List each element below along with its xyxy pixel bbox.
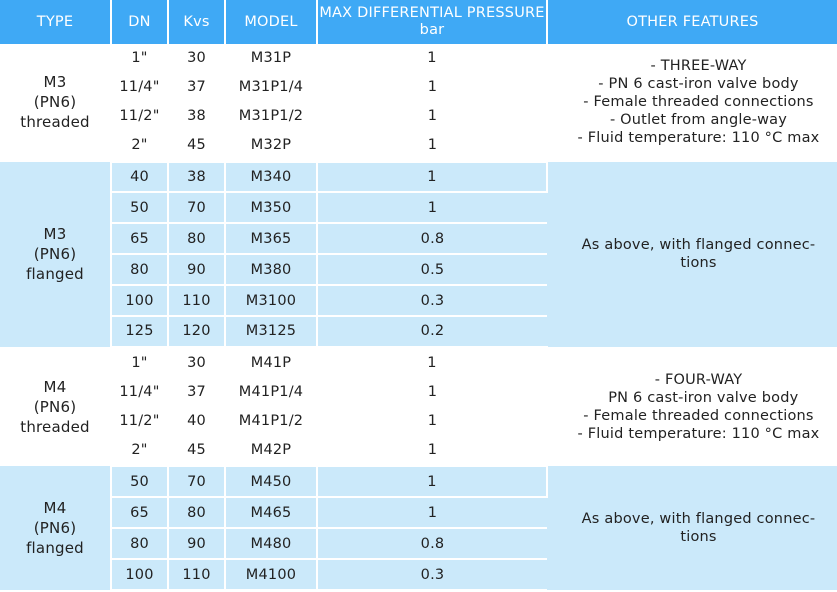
type-cell xyxy=(0,161,111,347)
dn-cell: 2" xyxy=(111,131,168,161)
table-row xyxy=(0,44,837,73)
header-row xyxy=(0,0,837,44)
pressure-cell: 1 xyxy=(317,378,547,407)
model-cell: M41P1/4 xyxy=(225,378,317,407)
type-line: (PN6) xyxy=(33,93,77,112)
model-cell: M450 xyxy=(225,466,317,497)
model-cell: M41P xyxy=(225,347,317,377)
dn-cell: 11/4" xyxy=(111,378,168,407)
model-cell: M4100 xyxy=(225,559,317,590)
valve-group xyxy=(0,161,837,347)
pressure-cell: 1 xyxy=(317,73,547,102)
kvs-cell: 80 xyxy=(168,497,225,528)
header-features: OTHER FEATURES xyxy=(547,0,837,44)
type-line: threaded xyxy=(20,417,90,436)
pressure-cell: 1 xyxy=(317,102,547,131)
dn-cell: 100 xyxy=(111,559,168,590)
dn-cell: 80 xyxy=(111,254,168,285)
feature-line: tions xyxy=(680,255,717,272)
table-row xyxy=(0,161,837,192)
model-cell: M42P xyxy=(225,436,317,466)
feature-line: - Outlet from angle-way xyxy=(609,112,788,129)
header-type: TYPE xyxy=(0,0,111,44)
type-line: M4 xyxy=(43,499,67,518)
pressure-cell: 1 xyxy=(317,161,547,192)
feature-line: - PN 6 cast-iron valve body xyxy=(598,76,799,93)
dn-cell: 50 xyxy=(111,192,168,223)
model-cell: M31P1/4 xyxy=(225,73,317,102)
dn-cell: 11/4" xyxy=(111,73,168,102)
feature-line: - Female threaded connections xyxy=(583,407,814,424)
kvs-cell: 45 xyxy=(168,131,225,161)
model-cell: M380 xyxy=(225,254,317,285)
pressure-cell: 0.8 xyxy=(317,223,547,254)
pressure-cell: 0.2 xyxy=(317,316,547,347)
valve-group xyxy=(0,466,837,591)
kvs-cell: 38 xyxy=(168,161,225,192)
type-line: flanged xyxy=(26,539,84,558)
kvs-cell: 40 xyxy=(168,407,225,436)
kvs-cell: 120 xyxy=(168,316,225,347)
feature-line: - Female threaded connections xyxy=(583,94,814,111)
pressure-cell: 1 xyxy=(317,407,547,436)
model-cell: M350 xyxy=(225,192,317,223)
dn-cell: 11/2" xyxy=(111,407,168,436)
pressure-cell: 0.3 xyxy=(317,559,547,590)
model-cell: M3100 xyxy=(225,285,317,316)
feature-line: tions xyxy=(680,529,717,546)
features-cell xyxy=(547,44,837,161)
type-line: (PN6) xyxy=(33,519,77,538)
dn-cell: 125 xyxy=(111,316,168,347)
features-cell xyxy=(547,161,837,347)
dn-cell: 80 xyxy=(111,528,168,559)
kvs-cell: 80 xyxy=(168,223,225,254)
pressure-cell: 0.5 xyxy=(317,254,547,285)
valve-group xyxy=(0,44,837,161)
type-line: M3 xyxy=(43,225,67,244)
dn-cell: 1" xyxy=(111,44,168,73)
table-row xyxy=(0,347,837,377)
features-cell xyxy=(547,347,837,466)
kvs-cell: 90 xyxy=(168,254,225,285)
type-cell xyxy=(0,347,111,466)
pressure-cell: 1 xyxy=(317,436,547,466)
dn-cell: 65 xyxy=(111,497,168,528)
header-kvs: Kvs xyxy=(168,0,225,44)
feature-line: As above, with flanged connec- xyxy=(581,237,816,254)
model-cell: M365 xyxy=(225,223,317,254)
kvs-cell: 30 xyxy=(168,347,225,377)
header-pressure-unit: bar xyxy=(419,22,445,38)
dn-cell: 11/2" xyxy=(111,102,168,131)
type-line: (PN6) xyxy=(33,245,77,264)
kvs-cell: 38 xyxy=(168,102,225,131)
model-cell: M32P xyxy=(225,131,317,161)
model-cell: M465 xyxy=(225,497,317,528)
pressure-cell: 1 xyxy=(317,192,547,223)
feature-line: - Fluid temperature: 110 °C max xyxy=(577,425,820,442)
dn-cell: 65 xyxy=(111,223,168,254)
type-line: M4 xyxy=(43,377,67,396)
type-line: flanged xyxy=(26,265,84,284)
features-cell xyxy=(547,466,837,591)
type-cell xyxy=(0,466,111,591)
pressure-cell: 0.8 xyxy=(317,528,547,559)
model-cell: M31P1/2 xyxy=(225,102,317,131)
dn-cell: 50 xyxy=(111,466,168,497)
kvs-cell: 37 xyxy=(168,378,225,407)
table-row xyxy=(0,466,837,497)
model-cell: M480 xyxy=(225,528,317,559)
pressure-cell: 0.3 xyxy=(317,285,547,316)
kvs-cell: 30 xyxy=(168,44,225,73)
kvs-cell: 110 xyxy=(168,285,225,316)
header-pressure-title: MAX DIFFERENTIAL PRESSURE xyxy=(319,5,545,21)
feature-line: - Fluid temperature: 110 °C max xyxy=(577,130,820,147)
pressure-cell: 1 xyxy=(317,44,547,73)
feature-line: - THREE-WAY xyxy=(650,58,747,75)
valve-group xyxy=(0,347,837,466)
type-cell xyxy=(0,44,111,161)
header-model: MODEL xyxy=(225,0,317,44)
feature-line: - FOUR-WAY xyxy=(654,371,743,388)
dn-cell: 40 xyxy=(111,161,168,192)
kvs-cell: 45 xyxy=(168,436,225,466)
dn-cell: 1" xyxy=(111,347,168,377)
model-cell: M41P1/2 xyxy=(225,407,317,436)
kvs-cell: 70 xyxy=(168,466,225,497)
kvs-cell: 90 xyxy=(168,528,225,559)
model-cell: M31P xyxy=(225,44,317,73)
dn-cell: 2" xyxy=(111,436,168,466)
feature-line: As above, with flanged connec- xyxy=(581,511,816,528)
type-line: threaded xyxy=(20,113,90,132)
pressure-cell: 1 xyxy=(317,497,547,528)
pressure-cell: 1 xyxy=(317,131,547,161)
kvs-cell: 70 xyxy=(168,192,225,223)
model-cell: M340 xyxy=(225,161,317,192)
dn-cell: 100 xyxy=(111,285,168,316)
model-cell: M3125 xyxy=(225,316,317,347)
header-dn: DN xyxy=(111,0,168,44)
header-pressure xyxy=(317,0,547,44)
kvs-cell: 37 xyxy=(168,73,225,102)
pressure-cell: 1 xyxy=(317,347,547,377)
feature-line: PN 6 cast-iron valve body xyxy=(598,389,799,406)
pressure-cell: 1 xyxy=(317,466,547,497)
type-line: (PN6) xyxy=(33,397,77,416)
type-line: M3 xyxy=(43,73,67,92)
kvs-cell: 110 xyxy=(168,559,225,590)
